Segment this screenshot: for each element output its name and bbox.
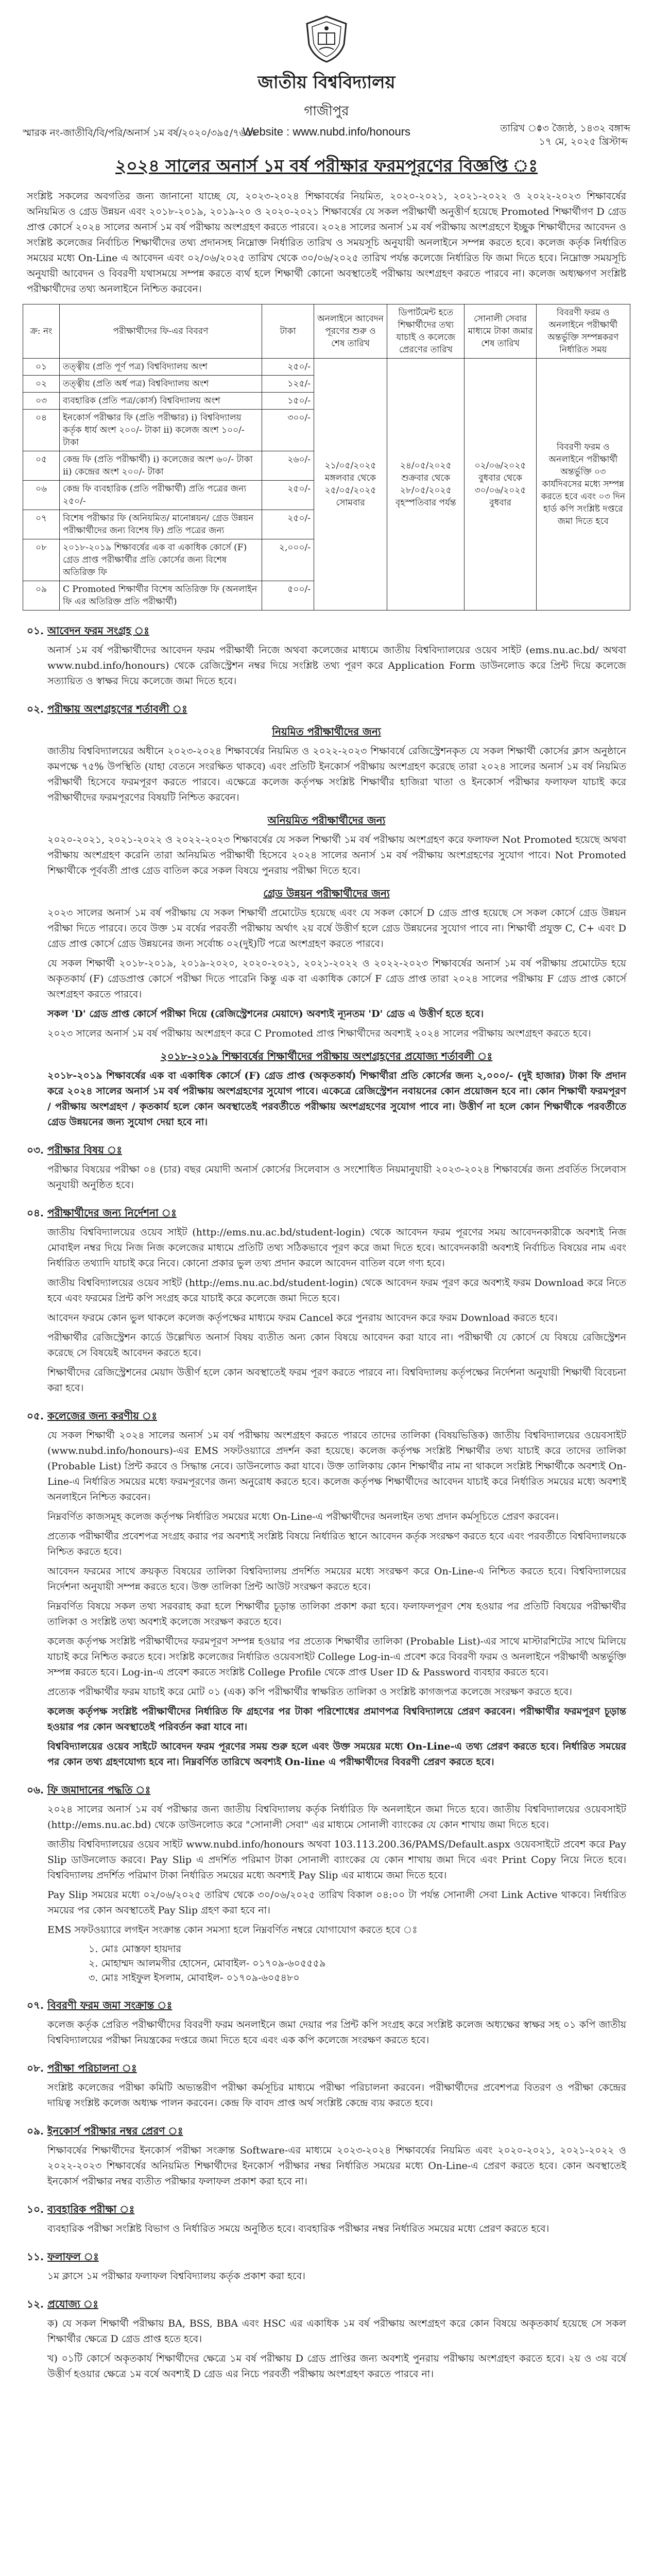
subheading-irregular: অনিয়মিত পরীক্ষার্থীদের জন্য: [267, 814, 386, 826]
college-duty-8: কলেজ কর্তৃপক্ষ সংশ্লিষ্ট পরীক্ষার্থীদের নির্ধারিত ফি গ্রহণের পর টাকা পরিশোধের প্রমাণপত্র বিশ্ববিদ্যালয়ে প্রেরণ করবেন। পরীক্ষার্থীর ফরমপূরণ চূড়ান্ত হওয়ার পর কোন অবস্থাতেই পরিবর্তন করা যাবে না।: [47, 1706, 626, 1733]
para-improvement-1: ২০২৩ সালের অনার্স ১ম বর্ষ পরীক্ষায় যে সকল শিক্ষার্থী প্রমোটেড হয়েছে এবং যে সকল কোর্সে D গ্রেড প্রাপ্ত হয়েছে সে সকল কোর্সে গ্রেড উন্নয়ন পরীক্ষা দিতে পারবে। তবে উক্ত ১ম বর্ষের পরবর্তী পরীক্ষায় অর্থাৎ ২য় বর্ষে উত্তীর্ণ হলে গ্রেড উন্নয়নের সুযোগ পাবে না। শিক্ষার্থী প্রযুক্ত C, C+ এবং D গ্রেড প্রাপ্ত কোর্সে গ্রেড উন্নয়নের জন্য সর্বোচ্চ ০২(দুই)টি পত্রে অংশগ্রহণ করতে পারবে।: [47, 907, 626, 950]
applicable-a: ক) যে সকল শিক্ষার্থী পরীক্ষায় BA, BSS, BBA এবং HSC এর একাধিক ১ম বর্ষ পরীক্ষায় অংশগ্রহণ করে কোন বিষয়ে অকৃতকার্য হয়েছে সে সকল শিক্ষার্থীর ক্ষেত্রে D গ্রেড প্রাপ্ত হতে হবে।: [47, 2318, 626, 2345]
cell-sl: ০৬: [23, 481, 60, 510]
cell-fee: ২৫০/-: [262, 481, 314, 510]
section-incourse-marks: [23, 2123, 630, 2189]
section-body: সংশ্লিষ্ট কলেজের পরীক্ষা কমিটি অভ্যন্তরীণ পরীক্ষা কর্মসূচির মাধ্যমে পরীক্ষা পরিচালনা করবেন। পরীক্ষার্থীদের প্রবেশপত্র বিতরণ ও পরীক্ষা কেন্দ্রের দায়িত্ব সংশ্লিষ্ট কলেজ অধ্যক্ষ পালন করবেন। কেন্দ্র ফি বাবদ প্রাপ্ত অর্থ সংশ্লিষ্ট কেন্দ্রে ব্যয় করতে হবে।: [47, 2082, 626, 2109]
col-header-bank-date: সোনালী সেবার মাধ্যমে টাকা জমার শেষ তারিখ: [465, 304, 536, 359]
section-applicable: [23, 2296, 630, 2382]
para-irregular: ২০২০-২০২১, ২০২১-২০২২ ও ২০২২-২০২৩ শিক্ষাবর্ষের যে সকল শিক্ষার্থী ১ম বর্ষ পরীক্ষায় অংশগ্রহণ করে ফলাফল Not Promoted হয়েছে অথবা পরীক্ষায় অংশগ্রহণ করেনি তারা অনিয়মিত পরীক্ষার্থী হিসেবে ২০২৪ সালের অনার্স ১ম বর্ষ পরীক্ষায় অংশগ্রহণের সুযোগ পাবে। Not Promoted শিক্ষার্থীকে পূর্ববর্তী প্রাপ্ত গ্রেড বাতিল করে সকল বিষয়ে পুনরায় পরীক্ষা দিতে হবে।: [47, 834, 626, 876]
website-line: Website : www.nubd.info/honours: [242, 125, 411, 138]
para-2018-19: ২০১৮-২০১৯ শিক্ষাবর্ষের এক বা একাধিক কোর্সে (F) গ্রেড প্রাপ্ত (অকৃতকার্য) শিক্ষার্থীরা প্রতি কোর্সের জন্য ২,০০০/- (দুই হাজার) টাকা ফি প্রদান করে ২০২৪ সালের অনার্স ১ম বর্ষ পরীক্ষায় অংশগ্রহণের সুযোগ পাবে। একেত্রে রেজিস্ট্রেশন নবায়নের কোন প্রয়োজন হবে না। কোন শিক্ষার্থী ফরমপূরণ / পরীক্ষায় অংশগ্রহণ / কৃতকার্য হলে কোন অবস্থাতেই পরবর্তীতে পরীক্ষায় অংশগ্রহণের সুযোগ পাবে না। উত্তীর্ণ না হলে কোন শিক্ষার্থীকে পরবর্তীতে গ্রেড উন্নয়নের জন্য সুযোগ দেয়া হবে না।: [47, 1070, 626, 1128]
instruction-5: শিক্ষার্থীদের রেজিস্ট্রেশনের মেয়াদ উত্তীর্ণ হলে কোন অবস্থাতেই ফরম পূরণ করতে পারবে না। বিশ্ববিদ্যালয় কর্তৃপক্ষের নির্দেশনা অনুযায়ী শিক্ষার্থী বিবেচনা করা হবে।: [47, 1367, 626, 1394]
section-body: কলেজ কর্তৃক প্রেরিত পরীক্ষার্থীদের বিবরণী ফরম অনলাইনে জমা দেয়ার পর প্রিন্ট কপি সংগ্রহ করে সংশ্লিষ্ট কলেজ অধ্যক্ষের স্বাক্ষর সহ ০১ কপি জাতীয় বিশ্ববিদ্যালয়ের পরীক্ষা নিয়ন্ত্রকের দপ্তরে জমা দিতে হবে এবং এক কপি কলেজে সংরক্ষণ করতে হবে।: [47, 2019, 626, 2046]
cell-fee: ২৬০/-: [262, 451, 314, 481]
table-header-row: [23, 304, 630, 359]
cell-sl: ০২: [23, 376, 60, 393]
col-header-apply-date: অনলাইনে আবেদন পূরণের শুরু ও শেষ তারিখ: [314, 304, 387, 359]
section-heading: ০৮. পরীক্ষা পরিচালনা ঃ: [27, 2062, 137, 2074]
cell-sl: ০৩: [23, 393, 60, 410]
section-body: ব্যবহারিক পরীক্ষা সংশ্লিষ্ট বিভাগ ও নির্ধারিত সময়ে অনুষ্ঠিত হবে। ব্যবহারিক পরীক্ষার নম্বর নির্ধারিত সময়ের মধ্যে প্রেরণ করতে হবে।: [47, 2223, 549, 2234]
cell-desc: ব্যবহারিক (প্রতি পত্র/কোর্স) বিশ্ববিদ্যালয় অংশ: [60, 393, 262, 410]
notice-intro: সংশ্লিষ্ট সকলের অবগতির জন্য জানানো যাচ্ছে যে, ২০২৩-২০২৪ শিক্ষাবর্ষের নিয়মিত, ২০২০-২০২১, ২০২১-২০২২ ও ২০২২-২০২৩ শিক্ষাবর্ষের অনিয়মিত ও গ্রেড উন্নয়ন এবং ২০১৮-২০১৯, ২০১৯-২০ ও ২০২০-২০২১ শিক্ষাবর্ষের যে সকল পরীক্ষার্থী অনুত্তীর্ণ হয়েছে Promoted শিক্ষার্থীগণ D গ্রেড প্রাপ্ত কোর্সে ২০২৪ সালের অনার্স ১ম বর্ষ পরীক্ষায় অংশগ্রহণ করতে পারবে। ২০২৪ সালের অনার্স ১ম বর্ষ পরীক্ষায় অংশগ্রহণে ইচ্ছুক শিক্ষার্থীদের আবেদন ও সংশ্লিষ্ট কলেজের নির্বাচিত শিক্ষার্থীদের তথ্য প্রদানসহ নিম্নোক্ত নির্ধারিত তারিখ ও সময়সূচি অনুযায়ী অনলাইনে সম্পন্ন করতে হবে। কলেজ কর্তৃক নির্ধারিত সময়ের মধ্যে On-Line এ আবেদন এবং ০২/০৬/২০২৫ তারিখ থেকে ৩০/০৬/২০২৫ তারিখ পর্যন্ত কলেজে নির্ধারিত ফি জমা দিতে হবে। নিম্নোক্ত সময়সূচি অনুযায়ী আবেদন ও বিবরণী যথাসময়ে সম্পন্ন করতে ব্যর্থ হলে শিক্ষার্থী কোনো অবস্থাতেই পরীক্ষায় অংশগ্রহণ করতে পারবে না। কলেজ অধ্যক্ষগণ সংশ্লিষ্ট পরীক্ষার্থীদের তথ্য অনলাইনে নিশ্চিত করবেন।: [27, 191, 626, 295]
date-bangla: ০৩ জ্যৈষ্ঠ, ১৪৩২ বঙ্গাব্দ: [536, 123, 630, 134]
cell-fee: ১৫০/-: [262, 393, 314, 410]
section-statement-form: [23, 1997, 630, 2048]
section-heading: ০৩. পরীক্ষার বিষয় ঃ: [27, 1144, 122, 1156]
college-duty-3: প্রত্যেক পরীক্ষার্থীর প্রবেশপত্র সংগ্রহ করার পর অবশ্যই সংশ্লিষ্ট বিষয়ে নির্ধারিত স্থানে আবেদন কর্তৃক সংরক্ষণ করতে হবে এবং পরবর্তীতে বিশ্ববিদ্যালয়কে নিশ্চিত করতে হবে।: [47, 1531, 626, 1557]
section-body: ১ম ক্লাসে ১ম পরীক্ষার ফলাফল বিশ্ববিদ্যালয় কর্তৃক প্রকাশ করা হবে।: [47, 2270, 305, 2282]
date-english: ১৭ মে, ২০২৫ খ্রিস্টাব্দ: [539, 136, 628, 147]
section-heading: ০৪. পরীক্ষার্থীদের জন্য নির্দেশনা ঃ: [27, 1207, 177, 1219]
applicable-b: খ) ০১টি কোর্সে অকৃতকার্য শিক্ষার্থীদের ক্ষেত্রে ১ম বর্ষ পরীক্ষায় D গ্রেড প্রাপ্তির জন্য অবশ্যই পুনরায় পরীক্ষায় অংশগ্রহণ করতে হবে। ২য় ও ৩য় বর্ষে উত্তীর্ণ হওয়ার ক্ষেত্রে ১ম বর্ষে অবশ্যই D গ্রেড এর নিচে পরবর্তী পরীক্ষায় অংশগ্রহণ করতে পারবে না।: [47, 2353, 626, 2380]
section-practical: [23, 2201, 630, 2236]
cell-desc: C Promoted শিক্ষার্থীর বিশেষ অতিরিক্ত ফি (অনলাইন ফি এর অতিরিক্ত প্রতি পরীক্ষার্থী): [60, 581, 262, 611]
university-location: গাজীপুর: [304, 104, 349, 119]
para-c-promoted: ২০২৩ সালের অনার্স ১ম বর্ষ পরীক্ষায় অংশগ্রহণ করে C Promoted প্রাপ্ত শিক্ষার্থীদের অবশ্যই ২০২৪ সালের পরীক্ষায় অংশগ্রহণ করতে হবে।: [47, 1028, 591, 1039]
cell-desc: কেন্দ্র ফি ব্যবহারিক (প্রতি পরীক্ষার্থী) প্রতি পত্রের জন্য ২৫০/-: [60, 481, 262, 510]
table-row: [23, 359, 630, 376]
col-header-fee-desc: পরীক্ষার্থীদের ফি-এর বিবরণ: [60, 304, 262, 359]
section-application-form: [23, 623, 630, 689]
cell-desc: কেন্দ্র ফি (প্রতি পরীক্ষার্থী) i) কলেজের অংশ ৬০/- টাকা ii) কেন্দ্রের অংশ ২০০/- টাকা: [60, 451, 262, 481]
cell-finalize: বিবরণী ফরম ও অনলাইনে পরীক্ষার্থী অন্তর্ভুক্তি ০৩ কার্যদিবসের মধ্যে সম্পন্ন করতে হবে এবং ০৩ দিন হার্ড কপি সংশ্লিষ্ট দপ্তরে জমা দিতে হবে: [536, 359, 630, 611]
subheading-regular: নিয়মিত পরীক্ষার্থীদের জন্য: [272, 725, 381, 738]
payment-help-lead: EMS সফটওয়্যারে লগইন সংক্রান্ত কোন সমস্যা হলে নিম্নবর্ণিত নম্বরে যোগাযোগ করতে হবে ঃ: [47, 1924, 418, 1936]
instruction-2: জাতীয় বিশ্ববিদ্যালয়ের ওয়েব সাইট (http://ems.nu.ac.bd/student-login) থেকে আবেদন ফরম পূরণ করে অবশ্যই ফরম Download করে নিতে হবে এবং ফরমের প্রিন্ট কপি সংগ্রহ করে যাচাই করে কলেজে জমা দিতে হবে।: [47, 1277, 626, 1304]
section-heading: ১১. ফলাফল ঃ: [27, 2250, 99, 2263]
university-name: জাতীয় বিশ্ববিদ্যালয়: [257, 72, 396, 93]
cell-fee: ২৫০/-: [262, 359, 314, 376]
para-improvement-2: যে সকল শিক্ষার্থী ২০১৮-২০১৯, ২০১৯-২০২০, ২০২০-২০২১, ২০২১-২০২২ ও ২০২২-২০২৩ শিক্ষাবর্ষের অনার্স ১ম বর্ষ পরীক্ষায় প্রমোটেড হয়ে অকৃতকার্য (F) গ্রেডপ্রাপ্ত কোর্সে পরীক্ষা দিতে পারেনি কিন্তু এক বা একাধিক কোর্সে F গ্রেড প্রাপ্ত তারা ২০২৪ সালের পরীক্ষায় F গ্রেড প্রাপ্ত কোর্সে অংশগ্রহণ করতে পারবে।: [47, 958, 626, 1000]
section-body: পরীক্ষার বিষয়ের পরীক্ষা ০৪ (চার) বছর মেয়াদী অনার্স কোর্সের সিলেবাস ও সংশোধিত নিয়মানুযায়ী ২০২৩-২০২৪ শিক্ষাবর্ষের জন্য প্রবর্তিত সিলেবাস অনুযায়ী অনুষ্ঠিত হবে।: [47, 1164, 626, 1191]
college-duty-4: আবেদন ফরমের সাথে ক্রয়কৃত বিষয়ের তালিকা বিশ্ববিদ্যালয় প্রদর্শিত সময়ের মধ্যে সংরক্ষণ করে On-Line-এ নিশ্চিত করতে হবে। বিশ্ববিদ্যালয়ের নির্দেশনা অনুযায়ী সম্পন্ন করতে হবে। উক্ত তালিকা প্রিন্ট আউট সংরক্ষণ করতে হবে।: [47, 1566, 626, 1592]
cell-sl: ০৯: [23, 581, 60, 611]
col-header-dept-date: ডিপার্টমেন্ট হতে শিক্ষার্থীদের তথ্য যাচাই ও কলেজে প্রেরণের তারিখ: [387, 304, 465, 359]
college-duty-5: নিম্নবর্ণিত বিষয়ে সকল তথ্য সরবরাহ করা হলে শিক্ষার্থীর চূড়ান্ত তালিকা প্রকাশ করা হবে। ফলাফলপূরণ শেষ হওয়ার পর প্রতিটি বিষয়ের পরীক্ষার্থীর তালিকা ও সংশ্লিষ্ট তথ্য অবশ্যই কলেজে সংরক্ষণ করতে হবে।: [47, 1601, 626, 1628]
college-duty-6: কলেজ কর্তৃপক্ষ সংশ্লিষ্ট পরীক্ষার্থীদের ফরমপূরণ সম্পন্ন হওয়ার পর প্রত্যেক শিক্ষার্থীর তালিকা (Probable List)-এর সাথে মাস্টারশিটের সাথে মিলিয়ে যাচাই করে নিশ্চিত করতে হবে। সংশ্লিষ্ট কলেজের নির্ধারিত ওয়েবসাইট College Log-in-এ প্রবেশ করে বিবরণী ফরম ও অনলাইনে পরীক্ষার্থী অন্তর্ভুক্তি সম্পন্ন করতে হবে। Log-in-এ প্রবেশ করতে সংশ্লিষ্ট College Profile থেকে প্রাপ্ত User ID & Password ব্যবহার করতে হবে।: [47, 1636, 626, 1678]
cell-sl: ০১: [23, 359, 60, 376]
section-college-duties: [23, 1408, 630, 1770]
notice-title: ২০২৪ সালের অনার্স ১ম বর্ষ পরীক্ষার ফরমপূরণের বিজ্ঞপ্তি ঃ: [115, 156, 538, 176]
cell-sl: ০৪: [23, 410, 60, 451]
college-duty-1: যে সকল শিক্ষার্থী ২০২৪ সালের অনার্স ১ম বর্ষ পরীক্ষায় অংশগ্রহণ করতে পারবে তাদের তালিকা (বিষয়ভিত্তিক) জাতীয় বিশ্ববিদ্যালয়ের ওয়েবসাইট (www.nubd.info/honours)-এর EMS সফটওয়্যারে প্রদর্শন করা হয়েছে। কলেজ কর্তৃপক্ষ সংশ্লিষ্ট শিক্ষার্থীর তথ্য যাচাই করে তাদের তালিকা (Probable List) প্রিন্ট করবে ও সিদ্ধান্ত নেবে। ডাউনলোড করা যাবে। উক্ত তালিকায় কোন শিক্ষার্থীর নাম না থাকলে সংশ্লিষ্ট শিক্ষার্থীকে অবশ্যই On-Line-এ নির্ধারিত সময়ের মধ্যে ফরমপূরণের জন্য অনুরোধ করতে হবে। কলেজ কর্তৃপক্ষ শিক্ষার্থীদের আবেদন যাচাই করে নির্ধারিত সময়ের মধ্যে অবশ্যই অনলাইনে নিশ্চিত করবেন।: [47, 1430, 626, 1503]
list-item: ৩. মোঃ সাইফুল ইসলাম, মোবাইল- ০১৭০৯-৬০৫৪৮০: [89, 1972, 300, 1984]
section-candidate-instructions: [23, 1205, 630, 1396]
cell-fee: ৫০০/-: [262, 581, 314, 611]
cell-fee: ২,০০০/-: [262, 539, 314, 581]
para-d-grade-note: সকল 'D' গ্রেড প্রাপ্ত কোর্সে পরীক্ষা দিয়ে (রেজিস্ট্রেশনের মেয়াদে) অবশ্যই ন্যূনতম 'D' গ্রেড এ উত্তীর্ণ হতে হবে।: [47, 1008, 484, 1020]
date-label: তারিখ ঃ: [500, 123, 542, 134]
cell-apply-dates: ২১/০৫/২০২৫ মঙ্গলবার থেকে ২৫/০৫/২০২৫ সোমবার: [314, 359, 387, 611]
section-heading: ০৯. ইনকোর্স পরীক্ষার নম্বর প্রেরণ ঃ: [27, 2125, 183, 2137]
letterhead: [23, 14, 630, 147]
contact-list: [89, 1942, 626, 1985]
college-duty-2: নিম্নবর্ণিত কাজসমূহ কলেজ কর্তৃপক্ষ নির্ধারিত সময়ের মধ্যে On-Line-এ পরীক্ষার্থীদের অনলাইন তথ্য প্রদান কর্মসূচিতে প্রেরণ করবেন।: [47, 1511, 559, 1522]
section-fee-payment: [23, 1782, 630, 1985]
university-logo-icon: [303, 14, 350, 64]
memo-dates: [500, 122, 630, 148]
section-heading: ০২. পরীক্ষায় অংশগ্রহণের শর্তাবলী ঃ: [27, 703, 187, 715]
cell-sl: ০৭: [23, 510, 60, 539]
section-heading: ১০. ব্যবহারিক পরীক্ষা ঃ: [27, 2203, 135, 2215]
college-duty-7: প্রত্যেক পরীক্ষার্থীর ফরম যাচাই করে মোট ০১ (এক) কপি পরীক্ষার্থীর স্বাক্ষরিত তালিকা ও সংশ্লিষ্ট কাগজপত্র কলেজে সংরক্ষণ করতে হবে।: [47, 1686, 572, 1698]
col-header-amount: টাকা: [262, 304, 314, 359]
col-header-sl: ক্র: নং: [23, 304, 60, 359]
memo-number: স্মারক নং-জাতীবি/বি/পরি/অনার্স ১ম বর্ষ/২০২০/৩৯৫/৭৬৫৮: [23, 127, 259, 139]
section-eligibility: [23, 701, 630, 1130]
section-exam-conduct: [23, 2060, 630, 2111]
section-heading: ০৬. ফি জমাদানের পদ্ধতি ঃ: [27, 1784, 151, 1796]
section-heading: ১২. প্রযোজ্য ঃ: [27, 2298, 98, 2310]
cell-sl: ০৮: [23, 539, 60, 581]
college-duty-9: বিশ্ববিদ্যালয়ের ওয়েব সাইটে আবেদন ফরম পূরণের সময় শুরু হলে এবং উক্ত সময়ের মধ্যে On-Line-এ তথ্য প্রেরণ করতে হবে। নির্ধারিত সময়ের পর কোন তথ্য গ্রহণযোগ্য হবে না। নিম্নবর্ণিত তারিখে অবশ্যই On-line এ পরীক্ষার্থীদের বিবরণী প্রেরণ করতে হবে।: [47, 1741, 626, 1768]
cell-desc: তত্ত্বীয় (প্রতি অর্ধ পত্র) বিশ্ববিদ্যালয় অংশ: [60, 376, 262, 393]
list-item: ১. মোঃ মোস্তফা হায়দার: [89, 1943, 181, 1955]
section-heading: ০৭. বিবরণী ফরম জমা সংক্রান্ত ঃ: [27, 1999, 173, 2011]
cell-bank-dates: ০২/০৬/২০২৫ বুধবার থেকে ৩০/০৬/২০২৫ বুধবার: [465, 359, 536, 611]
instruction-4: পরীক্ষার্থীর রেজিস্ট্রেশন কার্ডে উল্লেখিত অনার্স বিষয় ব্যতীত অন্য কোন বিষয়ে আবেদন করা যাবে না। পরীক্ষার্থী যে কোর্সে যে বিষয়ে রেজিস্ট্রেশন করেছে সে বিষয়েই আবেদন করতে হবে।: [47, 1332, 626, 1359]
cell-sl: ০৫: [23, 451, 60, 481]
instruction-3: আবেদন ফরমে কোন ভুল থাকলে কলেজ কর্তৃপক্ষের মাধ্যমে ফরম Cancel করে পুনরায় আবেদন করে ফরম Download করতে হবে।: [47, 1312, 558, 1324]
cell-desc: ২০১৮-২০১৯ শিক্ষাবর্ষের এক বা একাধিক কোর্সে (F) গ্রেড প্রাপ্ত পরীক্ষার্থীর প্রতি কোর্সের জন্য বিশেষ অতিরিক্ত ফি: [60, 539, 262, 581]
section-subjects: [23, 1142, 630, 1193]
instruction-1: জাতীয় বিশ্ববিদ্যালয়ের ওয়েব সাইট (http://ems.nu.ac.bd/student-login) থেকে আবেদন ফরম পূরণের সময় আবেদনকারীকে অবশ্যই নিজ মোবাইল নম্বর দিয়ে নিজ নিজ কলেজের মাধ্যমে প্রতিটি তথ্য সঠিকভাবে পূরণ করে জমা দিতে হবে। আবেদনকারী অবশ্যই নির্বাচিত বিষয়ের নাম এবং নির্ধারিত তথ্যাদি যাচাই করে নিবে। কোনো প্রকার ভুল তথ্য প্রদান করলে আবেদন বাতিল বলে গণ্য হবে।: [47, 1227, 626, 1269]
section-heading: ০১. আবেদন ফরম সংগ্রহ ঃ: [27, 624, 149, 637]
section-result: [23, 2249, 630, 2284]
col-header-finalize: বিবরণী ফরম ও অনলাইনে পরীক্ষার্থী অন্তর্ভুক্তি সম্পন্নকরণ নির্ধারিত সময়: [536, 304, 630, 359]
payment-step-3: Pay Slip সময়ের মধ্যে ০২/০৬/২০২৫ তারিখ থেকে ৩০/০৬/২০২৫ তারিখ বিকাল ০৪:০০ টা পর্যন্ত সোনালী সেবা Link Active থাকবে। নির্ধারিত সময়ের পর কোন অবস্থাতেই Pay Slip গ্রহণ করা হবে না।: [47, 1889, 626, 1916]
cell-fee: ২৫০/-: [262, 510, 314, 539]
cell-desc: বিশেষ পরীক্ষার ফি (অনিয়মিত/ মানোন্নয়ন/ গ্রেড উন্নয়ন পরীক্ষার্থীদের জন্য বিশেষ ফি) প্রতি পত্রের জন্য: [60, 510, 262, 539]
cell-desc: তত্ত্বীয় (প্রতি পূর্ণ পত্র) বিশ্ববিদ্যালয় অংশ: [60, 359, 262, 376]
section-body: অনার্স ১ম বর্ষ পরীক্ষার্থীদের আবেদন ফরম পরীক্ষার্থী নিজে অথবা কলেজের মাধ্যমে জাতীয় বিশ্ববিদ্যালয়ের ওয়েব সাইট (ems.nu.ac.bd/ অথবা www.nubd.info/honours) থেকে রেজিস্ট্রেশন নম্বর দিয়ে সংশ্লিষ্ট তথ্য পূরণ করে Application Form ডাউনলোড করে প্রিন্ট দিয়ে কলেজে সত্যায়িত ও স্বাক্ষর দিয়ে কলেজে জমা দিতে হবে।: [47, 645, 626, 687]
cell-desc: ইনকোর্স পরীক্ষার ফি (প্রতি পরীক্ষার) i) বিশ্ববিদ্যালয় কর্তৃক ধার্য অংশ ২০০/- টাকা ii) কলেজ অংশ ১০০/- টাকা: [60, 410, 262, 451]
list-item: ২. মোহাম্মদ আলমগীর হোসেন, মোবাইল- ০১৭০৯-৬০৫৫৫৯: [89, 1958, 326, 1969]
payment-step-1: ২০২৪ সালের অনার্স ১ম বর্ষ পরীক্ষার জন্য জাতীয় বিশ্ববিদ্যালয় কর্তৃক নির্ধারিত ফি অনলাইনে জমা দিতে হবে। জাতীয় বিশ্ববিদ্যালয়ের ওয়েবসাইট (http://ems.nu.ac.bd) থেকে ডাউনলোড করে "সোনালী সেবা" এর মাধ্যমে সোনালী ব্যাংকের যে কোন শাখায় জমা দিতে হবে।: [47, 1804, 626, 1831]
cell-dept-dates: ২৪/০৫/২০২৫ শুক্রবার থেকে ২৮/০৫/২০২৫ বৃহস্পতিবার পর্যন্ত: [387, 359, 465, 611]
fee-schedule-table: [23, 304, 630, 611]
cell-fee: ১২৫/-: [262, 376, 314, 393]
cell-fee: ৩০০/-: [262, 410, 314, 451]
section-body: শিক্ষাবর্ষের শিক্ষার্থীদের ইনকোর্স পরীক্ষা সংক্রান্ত Software-এর মাধ্যমে ২০২৩-২০২৪ শিক্ষাবর্ষের নিয়মিত এবং ২০২০-২০২১, ২০২১-২০২২ ও ২০২২-২০২৩ শিক্ষাবর্ষের অনিয়মিত শিক্ষার্থীদের ইনকোর্স পরীক্ষার নম্বর নির্ধারিত সময়ের মধ্যে On-Line-এ প্রেরণ করতে হবে। কোন অবস্থাতেই ইনকোর্স পরীক্ষার নম্বর ব্যতীত পরীক্ষার ফলাফল প্রকাশ করা হবে না।: [47, 2145, 626, 2187]
subheading-improvement: গ্রেড উন্নয়ন পরীক্ষার্থীদের জন্য: [263, 887, 390, 900]
payment-step-2: জাতীয় বিশ্ববিদ্যালয়ের ওয়েব সাইট www.nubd.info/honours অথবা 103.113.200.36/PAMS/Default.aspx ওয়েবসাইটে প্রবেশ করে Pay Slip ডাউনলোড করবে। Pay Slip এ প্রদর্শিত পরিমাণ টাকা সোনালী ব্যাংকের যে কোন শাখায় জমা দিবে এবং Print Copy নিয়ে নিতে হবে। বিশ্ববিদ্যালয় প্রদর্শিত পরিমাণ টাকা নির্ধারিত সময়ের মধ্যে অবশ্যই Pay Slip এর মাধ্যমে জমা দিতে হবে।: [47, 1839, 626, 1881]
section-heading: ০৫. কলেজের জন্য করণীয় ঃ: [27, 1410, 157, 1422]
para-regular: জাতীয় বিশ্ববিদ্যালয়ের অধীনে ২০২৩-২০২৪ শিক্ষাবর্ষের নিয়মিত ও ২০২২-২০২৩ শিক্ষাবর্ষে রেজিস্ট্রেশনকৃত যে সকল শিক্ষার্থী কোর্সের ক্লাস অনুষ্ঠানে কমপক্ষে ৭৫% উপস্থিতি (যাহা বেতনে সংরক্ষিত থাকবে) এবং প্রতিটি ইনকোর্স পরীক্ষায় অংশগ্রহণ করেছে তারা ২০২৪ সালের অনার্স ১ম বর্ষ নিয়মিত পরীক্ষার্থী হিসেবে ফরমপূরণ করতে পারবে। এক্ষেত্রে কলেজ কর্তৃপক্ষ সংশ্লিষ্ট শিক্ষার্থীর হাজিরা খাতা ও ইনকোর্স পরীক্ষার ফলাফল যাচাই করে পরীক্ষার্থীদের ফরমপূরণের বিষয়টি নিশ্চিত করবেন।: [47, 745, 626, 803]
subheading-2018-19: ২০১৮-২০১৯ শিক্ষাবর্ষের শিক্ষার্থীদের পরীক্ষায় অংশগ্রহণের প্রযোজ্য শর্তাবলী ঃ: [160, 1050, 493, 1062]
